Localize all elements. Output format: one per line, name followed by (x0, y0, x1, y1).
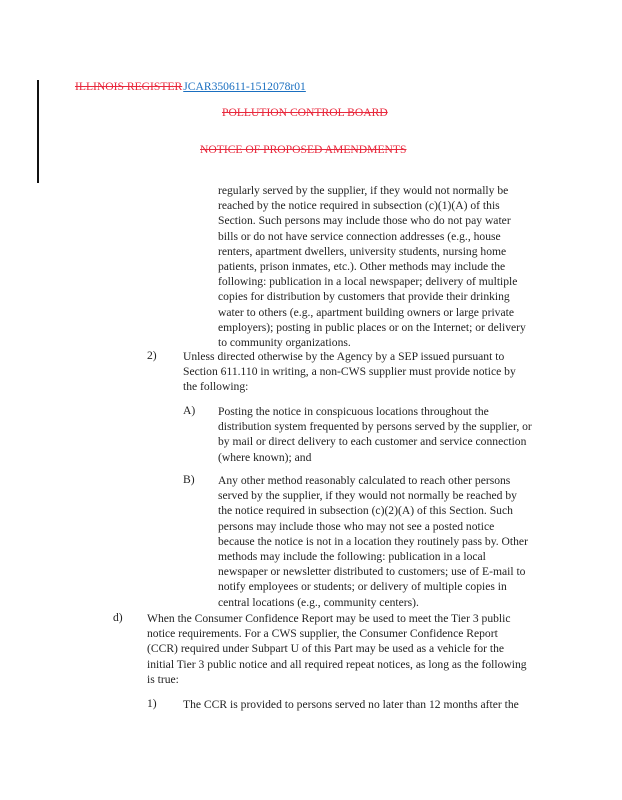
item-d-paragraph (147, 611, 527, 687)
item-a-paragraph (218, 404, 532, 465)
item-marker: B) (183, 473, 195, 486)
text-line: Unless directed otherwise by the Agency by a SEP issued pursuant to (183, 350, 505, 363)
text-line: Posting the notice in conspicuous locations throughout the (218, 405, 489, 418)
running-header (75, 80, 306, 93)
text-line: Section. Such persons may include those who do not pay water (218, 214, 511, 228)
text-line: copies for distribution by customers that provide their drinking (218, 290, 510, 304)
text-line: newspaper or newsletter distributed to customers; use of E-mail to (218, 565, 526, 579)
text-line: initial Tier 3 public notice and all required repeat notices, as long as the following (147, 657, 527, 671)
text-line: bills or do not have service connection addresses (e.g., house (218, 229, 501, 243)
text-line: the notice required in subsection (c)(2)(A) of this Section. Such (218, 504, 513, 518)
text-line: to community organizations. (218, 336, 351, 350)
item-marker: A) (183, 404, 196, 417)
text-line: Any other method reasonably calculated to reach other persons (218, 474, 511, 487)
text-line: renters, apartment dwellers, university students, nursing home (218, 244, 507, 258)
item-2-paragraph (183, 349, 516, 395)
text-line: notice requirements. For a CWS supplier, the Consumer Confidence Report (147, 627, 498, 641)
text-line: (where known); and (218, 450, 312, 464)
deleted-register-title: ILLINOIS REGISTER (75, 80, 183, 93)
text-line: following: publication in a local newspaper; delivery of multiple (218, 275, 518, 289)
change-bar (37, 80, 39, 183)
text-line: employers); posting in public places or on the Internet; or delivery (218, 320, 526, 334)
text-line: persons may include those who may not see a posted notice (218, 519, 495, 533)
item-marker: 1) (147, 697, 157, 710)
text-line: patients, prison inmates, etc.). Other methods may include the (218, 260, 506, 274)
text-line: notify employees or students; or delivery of multiple copies in (218, 580, 507, 594)
text-line: The CCR is provided to persons served no later than 12 months after the (183, 698, 519, 711)
inserted-document-id: JCAR350611-1512078r01 (183, 80, 306, 93)
board-heading: POLLUTION CONTROL BOARD (222, 106, 388, 119)
text-line: Section 611.110 in writing, a non-CWS supplier must provide notice by (183, 365, 516, 379)
item-b-paragraph (218, 473, 528, 610)
text-line: central locations (e.g., community centers). (218, 595, 419, 609)
text-line: distribution system frequented by persons served by the supplier, or (218, 420, 532, 434)
text-line: reached by the notice required in subsection (c)(1)(A) of this (218, 199, 500, 213)
text-line: When the Consumer Confidence Report may be used to meet the Tier 3 public (147, 612, 511, 625)
text-line: because the notice is not in a location they routinely pass by. Other (218, 534, 528, 548)
continuation-paragraph (218, 183, 526, 350)
text-line: served by the supplier, if they would not normally be reached by (218, 489, 517, 503)
text-line: water to others (e.g., apartment building owners or large private (218, 305, 514, 319)
text-line: (CCR) required under Subpart U of this Part may be used as a vehicle for the (147, 642, 505, 656)
notice-heading: NOTICE OF PROPOSED AMENDMENTS (200, 143, 407, 156)
item-marker: 2) (147, 349, 157, 362)
text-line: is true: (147, 672, 179, 686)
text-line: regularly served by the supplier, if they would not normally be (218, 184, 509, 197)
text-line: the following: (183, 380, 249, 394)
text-line: by mail or direct delivery to each customer and service connection (218, 435, 527, 449)
item-marker: d) (113, 611, 123, 624)
item-d1-paragraph (183, 697, 519, 712)
text-line: methods may include the following: publication in a local (218, 550, 486, 564)
